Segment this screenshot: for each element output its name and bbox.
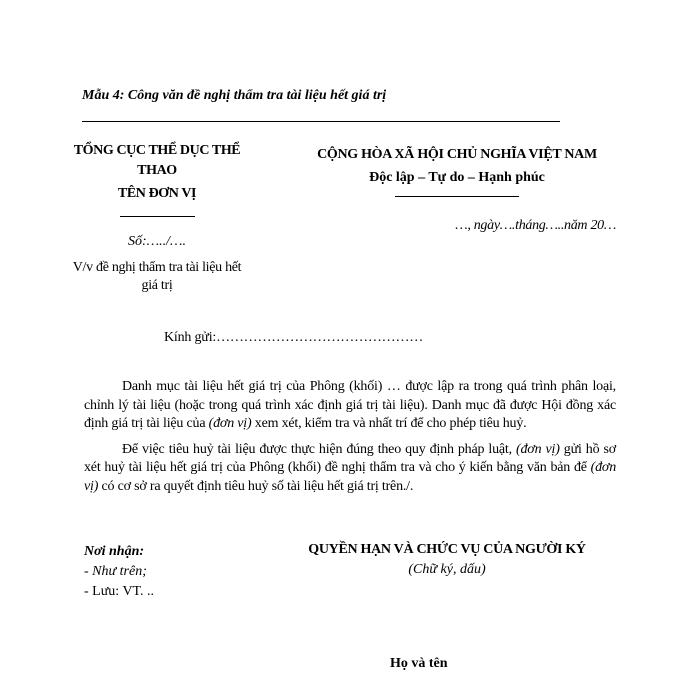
- left-header: [72, 141, 242, 295]
- country-name: CỘNG HÒA XÃ HỘI CHỦ NGHĨA VIỆT NAM: [317, 147, 597, 162]
- recipients-block: [84, 542, 154, 602]
- paragraph-1-text: Danh mục tài liệu hết giá trị của Phông (khối) … được lập ra trong quá trình phân loại, chỉnh lý tài liệu (hoặc trong quá trình xác định giá trị tài liệu). Danh mục đã được Hội đồng xác định giá trị tài liệu của: [84, 379, 616, 431]
- paragraph-2-emphasis-2: (đơn vị): [84, 460, 616, 494]
- signature-note: (Chữ ký, dấu): [408, 562, 486, 577]
- date-line: …, ngày….tháng…..năm 20…: [455, 218, 616, 233]
- subject-line-2: giá trị: [141, 278, 173, 293]
- document-number: Số:…../….: [128, 234, 186, 249]
- right-header: [298, 145, 616, 197]
- national-motto: Độc lập – Tự do – Hạnh phúc: [369, 170, 545, 185]
- paragraph-2-emphasis-1: (đơn vị): [516, 441, 560, 457]
- signature-block: [274, 540, 620, 580]
- form-label: Mẫu 4: Công văn đề nghị thẩm tra tài liệu hết giá trị: [82, 88, 387, 103]
- top-divider: [82, 121, 560, 122]
- paragraph-2-end: có cơ sở ra quyết định tiêu huỷ số tài liệu hết giá trị trên./.: [98, 478, 414, 494]
- paragraph-2-start: Để việc tiêu huỷ tài liệu được thực hiện đúng theo quy định pháp luật,: [122, 441, 517, 457]
- recipient-item: - Lưu: VT. ..: [84, 584, 155, 599]
- paragraph-1-emphasis: (đơn vị): [208, 416, 252, 431]
- motto-underline: [395, 196, 519, 197]
- document-subject: [72, 259, 242, 295]
- recipients-title: Nơi nhận:: [84, 544, 145, 559]
- unit-underline: [120, 216, 195, 217]
- paragraph-1: [84, 378, 616, 434]
- recipient-line: Kính gửi:………………………………………: [164, 330, 424, 345]
- org-name: [72, 141, 242, 181]
- paragraph-2: [84, 441, 616, 497]
- org-name-line-2: THAO: [137, 163, 177, 178]
- subject-line-1: V/v đề nghị thẩm tra tài liệu hết: [72, 260, 242, 275]
- document-body: [84, 378, 616, 503]
- paragraph-2-mid: gửi hồ sơ xét huỷ tài liệu hết giá trị của Phông (khối) đề nghị thẩm tra và cho ý kiến bằng văn bản để: [84, 441, 616, 475]
- signer-authority-title: QUYỀN HẠN VÀ CHỨC VỤ CỦA NGƯỜI KÝ: [308, 542, 586, 557]
- unit-name: TÊN ĐƠN VỊ: [117, 186, 197, 201]
- signer-name: Họ và tên: [390, 656, 448, 671]
- recipient-item: - Như trên;: [84, 564, 147, 579]
- paragraph-1-end: xem xét, kiểm tra và nhất trí để cho phép tiêu huỷ.: [251, 416, 527, 431]
- org-name-line-1: TỔNG CỤC THỂ DỤC THỂ: [73, 143, 241, 158]
